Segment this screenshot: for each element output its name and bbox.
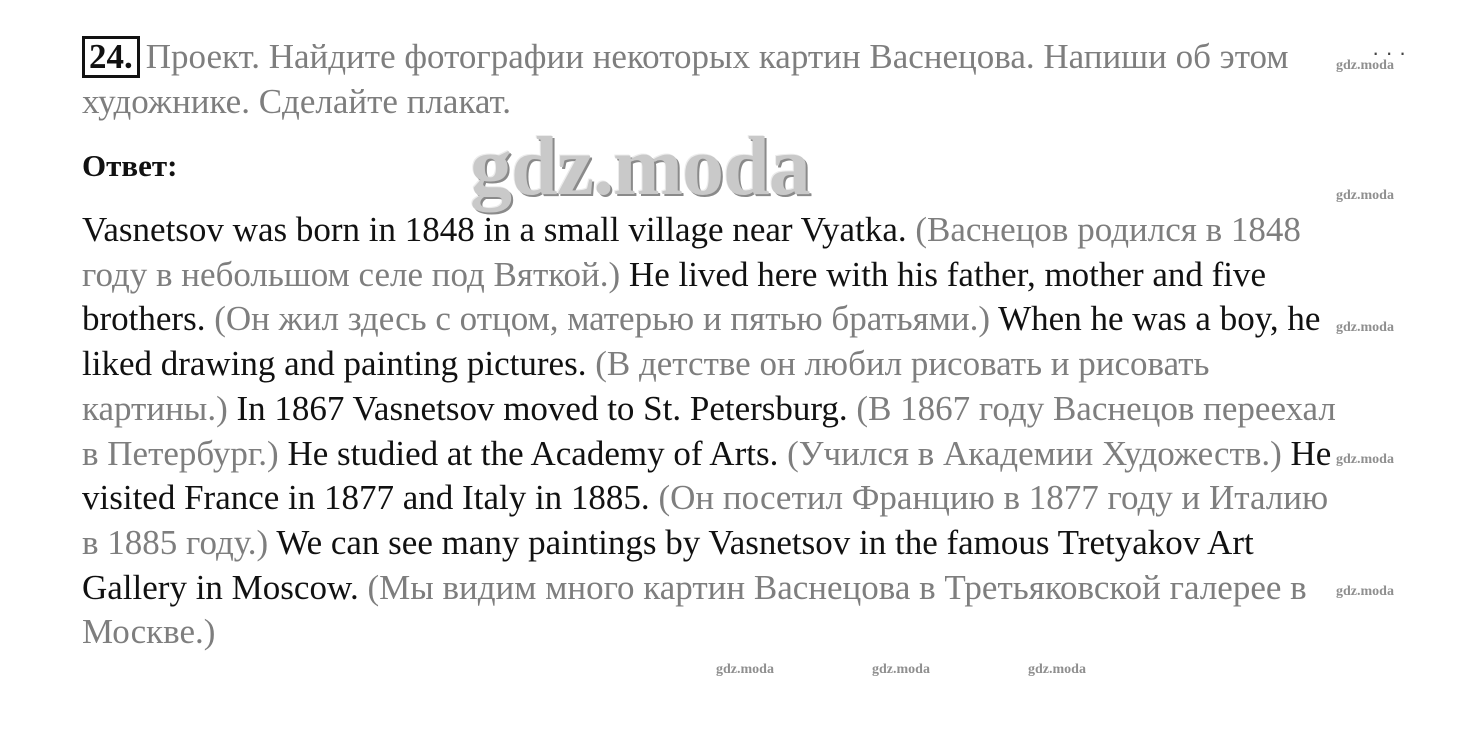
- answer-sentence-en: He visited France in 1877 and Italy in 1885.: [82, 433, 1332, 518]
- answer-translation-ru: (Мы видим много картин Васнецова в Третьяковской галерее в Москве.): [82, 567, 1307, 652]
- answer-text: [82, 208, 1340, 655]
- answer-sentence-en: He lived here with his father, mother and five brothers.: [82, 254, 1267, 339]
- watermark-small: gdz.moda: [872, 662, 930, 677]
- answer-translation-ru: (В детстве он любил рисовать и рисовать картины.): [82, 344, 1210, 428]
- answer-translation-ru: (Васнецов родился в 1848 году в небольшом селе под Вяткой.): [82, 210, 1301, 294]
- watermark-small: gdz.moda: [716, 662, 774, 677]
- task-text: Проект. Найдите фотографии некоторых картин Васнецова. Напиши об этом художнике. Сделайте плакат.: [82, 37, 1289, 121]
- watermark-large: gdz.moda: [470, 120, 810, 213]
- answer-sentence-en: We can see many paintings by Vasnetsov in the famous Tretyakov Art Gallery in Moscow.: [82, 522, 1254, 607]
- watermark-small: gdz.moda: [1336, 188, 1394, 203]
- answer-sentence-en: In 1867 Vasnetsov moved to St. Petersburg.: [236, 388, 857, 428]
- answer-translation-ru: (Учился в Академии Художеств.): [787, 433, 1291, 473]
- watermark-small: gdz.moda: [1336, 320, 1394, 335]
- answer-translation-ru: (Он посетил Францию в 1877 году и Италию в 1885 году.): [82, 478, 1329, 562]
- watermark-small: gdz.moda: [1336, 58, 1394, 73]
- answer-sentence-en: He studied at the Academy of Arts.: [287, 433, 788, 473]
- answer-translation-ru: (В 1867 году Васнецов переехал в Петербург.): [82, 388, 1336, 473]
- watermark-small: gdz.moda: [1028, 662, 1086, 677]
- answer-sentence-en: Vasnetsov was born in 1848 in a small village near Vyatka.: [82, 210, 916, 249]
- watermark-small: gdz.moda: [1336, 452, 1394, 467]
- corner-marks: · · ·: [1372, 40, 1407, 65]
- answer-label: Ответ:: [82, 148, 178, 183]
- task-statement: [82, 34, 1322, 124]
- answer-translation-ru: (Он жил здесь с отцом, матерью и пятью братьями.): [214, 299, 999, 339]
- watermark-small: gdz.moda: [1336, 584, 1394, 599]
- task-number: 24.: [82, 36, 140, 78]
- answer-sentence-en: When he was a boy, he liked drawing and painting pictures.: [82, 299, 1321, 384]
